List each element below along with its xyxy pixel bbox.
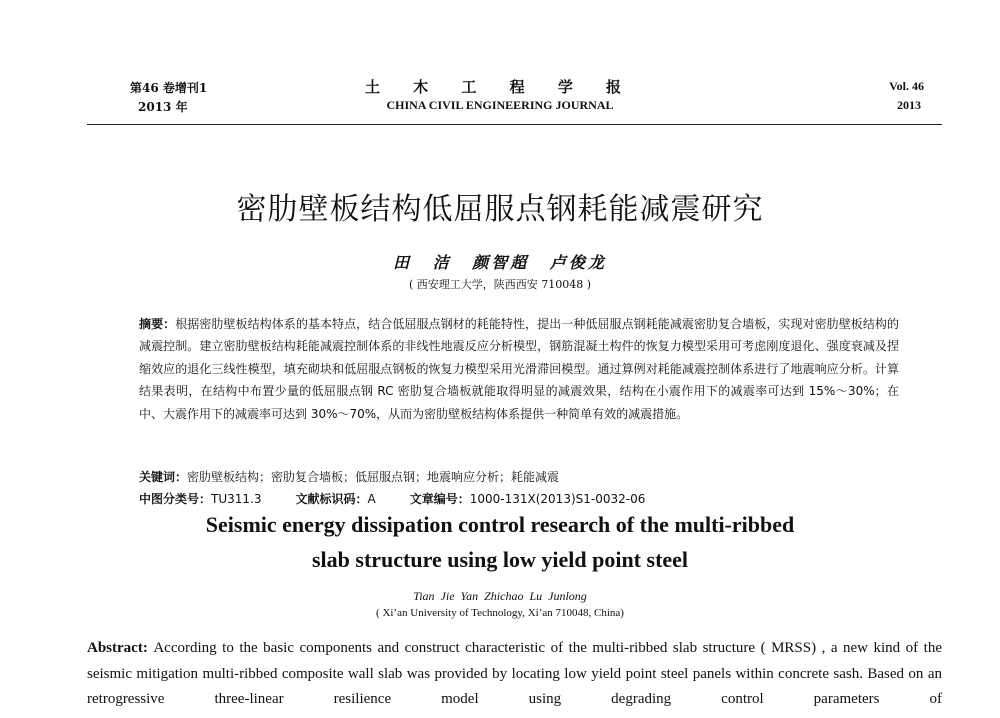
doc-code-label: 文献标识码： bbox=[295, 492, 368, 506]
paper-title-en-line1: Seismic energy dissipation control research of the multi-ribbed bbox=[205, 512, 795, 537]
journal-year-en: 2013 bbox=[897, 98, 921, 112]
paper-title-en bbox=[0, 507, 1000, 577]
keywords-cn bbox=[139, 468, 559, 485]
abstract-en-label: Abstract bbox=[87, 640, 143, 656]
abstract-cn bbox=[139, 313, 899, 425]
abstract-en-text: According to the basic components and construct characteristic of the multi-ribbed slab structure ( MRSS) , a new kind of the seismic mitigation multi-ribbed composite wall slab was provided by locating low yield point steel panels within concrete sash. Based on an retrogressive three-linear resilience model using degrading control parameters of bbox=[87, 640, 943, 707]
clc-value: TU311.3 bbox=[211, 492, 262, 506]
affiliation-en: ( Xi’an University of Technology, Xi’an 710048, China) bbox=[376, 607, 624, 619]
authors-en: Tian Jie Yan Zhichao Lu Junlong bbox=[413, 589, 587, 603]
article-no-label: 文章编号： bbox=[409, 492, 470, 506]
abstract-en bbox=[87, 636, 942, 713]
paper-title-en-line2: slab structure using low yield point steel bbox=[311, 547, 689, 572]
affiliation-cn: ( 西安理工大学，陕西西安 710048 ) bbox=[408, 278, 592, 291]
journal-volume-cn: 第46 卷增刊1 bbox=[130, 81, 208, 95]
journal-name-cn: 土 木 工 程 学 报 bbox=[364, 78, 636, 96]
article-no-value: 1000-131X(2013)S1-0032-06 bbox=[469, 492, 646, 506]
journal-year-cn: 2013 年 bbox=[138, 100, 188, 114]
abstract-cn-label: 摘要： bbox=[139, 317, 176, 331]
journal-volume-en: Vol. 46 bbox=[889, 79, 924, 93]
abstract-cn-text: 根据密肋壁板结构体系的基本特点，结合低屈服点钢材的耗能特性，提出一种低屈服点钢耗能减震密肋复合墙板，实现对密肋壁板结构的减震控制。建立密肋壁板结构耗能减震控制体系的非线性地震反应分析模型，钢筋混凝土构件的恢复力模型采用可考虑刚度退化、强度衰减及捏缩效应的退化三线性模型，填充砌块和低屈服点钢板的恢复力模型采用光滑滞回模型。通过算例对耗能减震控制体系进行了地震响应分析。计算结果表明，在结构中布置少量的低屈服点钢 RC 密肋复合墙板就能取得明显的减震效果，结构在小震作用下的减震率可达到 15%～30%；在中、大震作用下的减震率可达到 30%～70%，从而为密肋壁板结构体系提供一种简单有效的减震措施。 bbox=[139, 317, 899, 421]
keywords-label: 关键词： bbox=[139, 470, 188, 484]
paper-title-cn: 密肋壁板结构低屈服点钢耗能减震研究 bbox=[236, 192, 764, 227]
clc-label: 中图分类号： bbox=[139, 492, 212, 506]
journal-name-en: CHINA CIVIL ENGINEERING JOURNAL bbox=[386, 98, 614, 112]
header-rule bbox=[87, 124, 942, 125]
authors-cn: 田 洁 颜智超 卢俊龙 bbox=[393, 253, 607, 272]
abstract-en-sep: : bbox=[142, 640, 154, 656]
doc-code-value: A bbox=[367, 492, 376, 506]
keywords-text: 密肋壁板结构；密肋复合墙板；低屈服点钢；地震响应分析；耗能减震 bbox=[187, 470, 560, 484]
classification-line bbox=[139, 490, 645, 507]
